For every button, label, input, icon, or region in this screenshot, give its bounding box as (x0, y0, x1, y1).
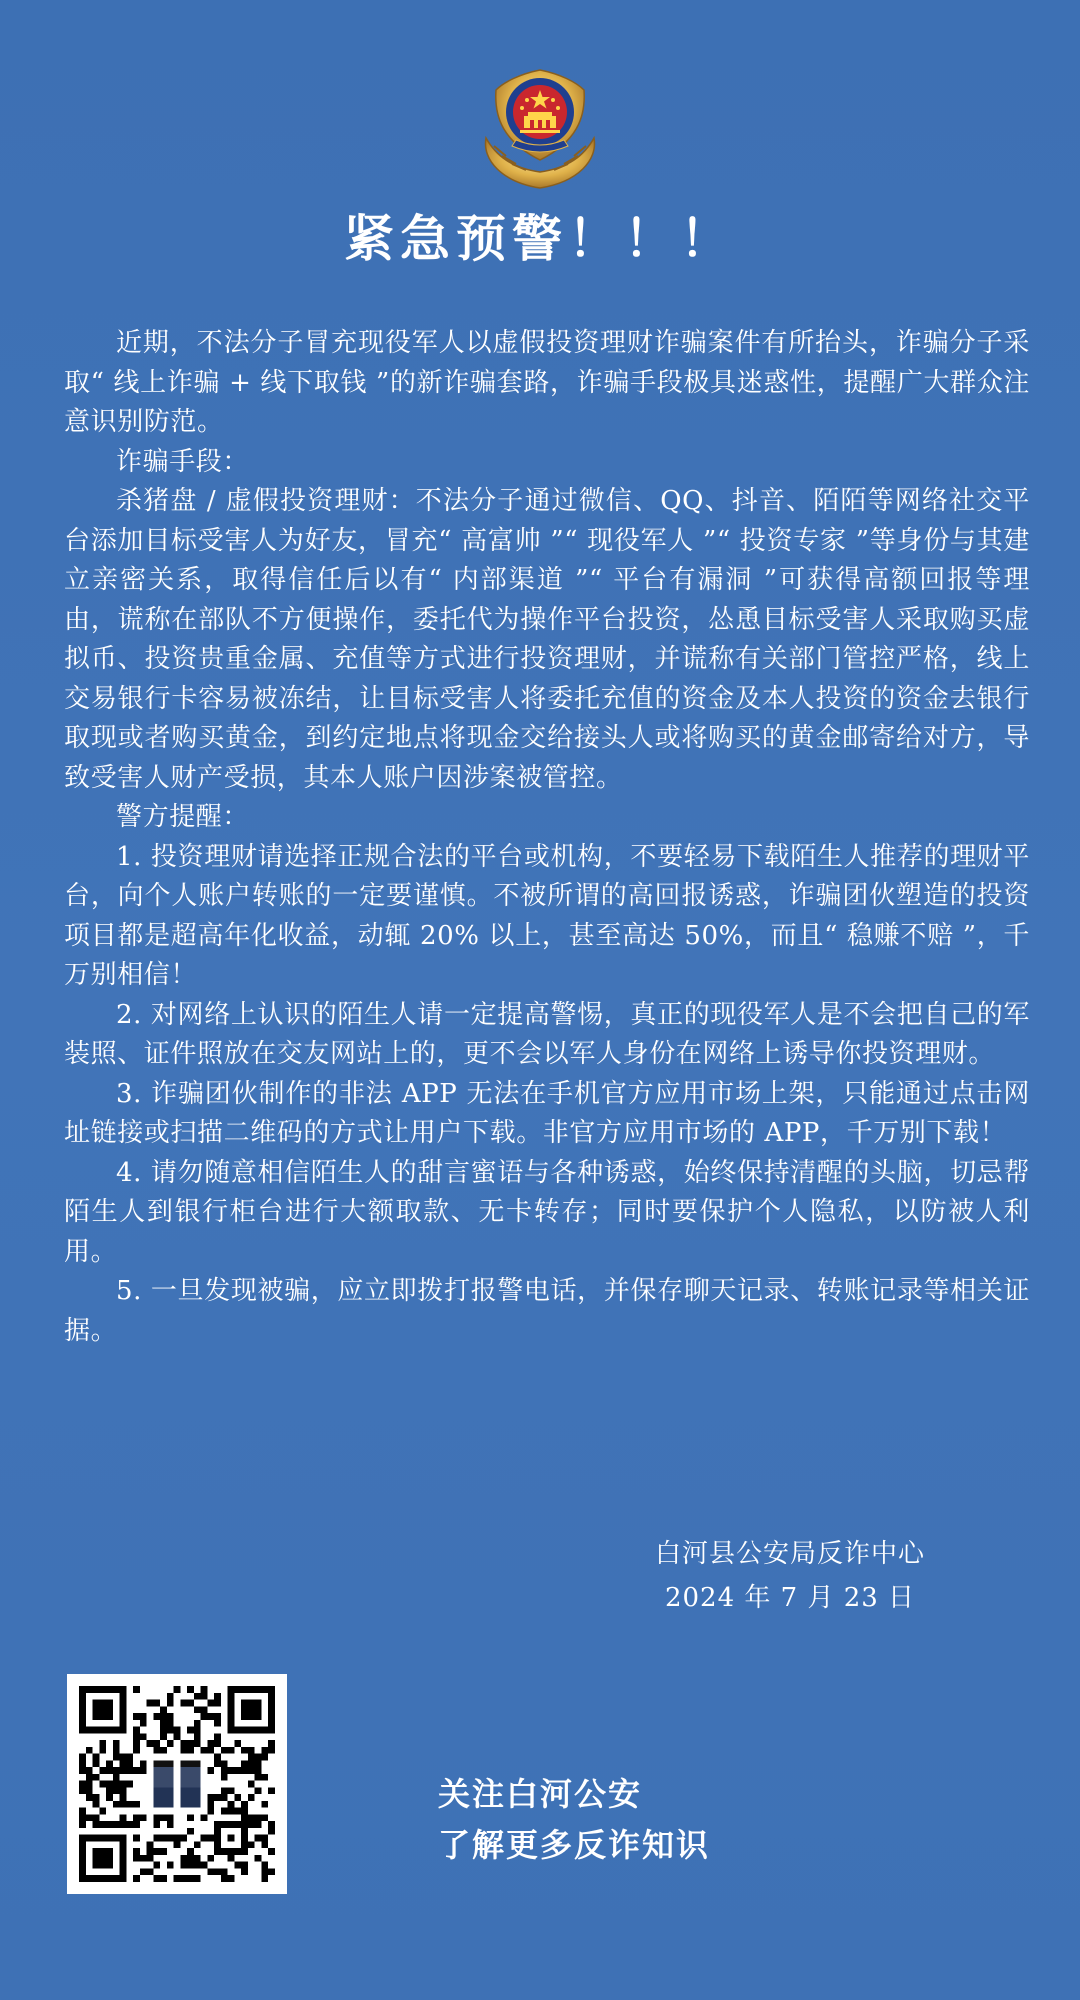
signature-date: 2024 年 7 月 23 日 (664, 1583, 916, 1613)
qr-code-icon (79, 1686, 275, 1882)
notice-body (64, 324, 1030, 1351)
reminder-item: 2. 对网络上认识的陌生人请一定提高警惕，真正的现役军人是不会把自己的军装照、证件照放在交友网站上的，更不会以军人身份在网络上诱导你投资理财。 (64, 999, 1030, 1069)
reminder-item: 4. 请勿随意相信陌生人的甜言蜜语与各种诱惑，始终保持清醒的头脑，切忌帮陌生人到银行柜台进行大额取款、无卡转存；同时要保护个人隐私，以防被人利用。 (64, 1157, 1030, 1267)
methods-heading: 诈骗手段： (116, 446, 250, 477)
reminders-heading: 警方提醒： (116, 802, 250, 832)
follow-line-2: 了解更多反诈知识 (438, 1826, 711, 1864)
qr-code[interactable] (67, 1674, 287, 1894)
police-emblem-icon (472, 60, 608, 196)
page-title: 紧急预警！！！ (344, 209, 736, 268)
reminder-item: 3. 诈骗团伙制作的非法 APP 无法在手机官方应用市场上架，只能通过点击网址链接或扫描二维码的方式让用户下载。非官方应用市场的 APP，千万别下载！ (64, 1078, 1030, 1148)
reminder-item: 5. 一旦发现被骗，应立即拨打报警电话，并保存聊天记录、转账记录等相关证据。 (64, 1276, 1030, 1346)
signature-org: 白河县公安局反诈中心 (654, 1539, 925, 1569)
reminder-item: 1. 投资理财请选择正规合法的平台或机构，不要轻易下载陌生人推荐的理财平台，向个人账户转账的一定要谨慎。不被所谓的高回报诱惑，诈骗团伙塑造的投资项目都是超高年化收益，动辄 20% 以上，甚至高达 50%，而且“ 稳赚不赔 ”，千万别相信！ (64, 841, 1030, 990)
follow-line-1: 关注白河公安 (438, 1775, 643, 1813)
methods-paragraph: 杀猪盘 / 虚假投资理财：不法分子通过微信、QQ、抖音、陌陌等网络社交平台添加目标受害人为好友，冒充“ 高富帅 ”“ 现役军人 ”“ 投资专家 ”等身份与其建立亲密关系，取得信任后以有“ 内部渠道 ”“ 平台有漏洞 ”可获得高额回报等理由，谎称在部队不方便操作，委托代为操作平台投资，怂恿目标受害人采取购买虚拟币、投资贵重金属、充值等方式进行投资理财，并谎称有关部门管控严格，线上交易银行卡容易被冻结，让目标受害人将委托充值的资金及本人投资的资金去银行取现或者购买黄金，到约定地点将现金交给接头人或将购买的黄金邮寄给对方，导致受害人财产受损，其本人账户因涉案被管控。 (64, 486, 1030, 793)
intro-paragraph: 近期，不法分子冒充现役军人以虚假投资理财诈骗案件有所抬头，诈骗分子采取“ 线上诈骗 + 线下取钱 ”的新诈骗套路，诈骗手段极具迷惑性，提醒广大群众注意识别防范。 (64, 328, 1030, 437)
